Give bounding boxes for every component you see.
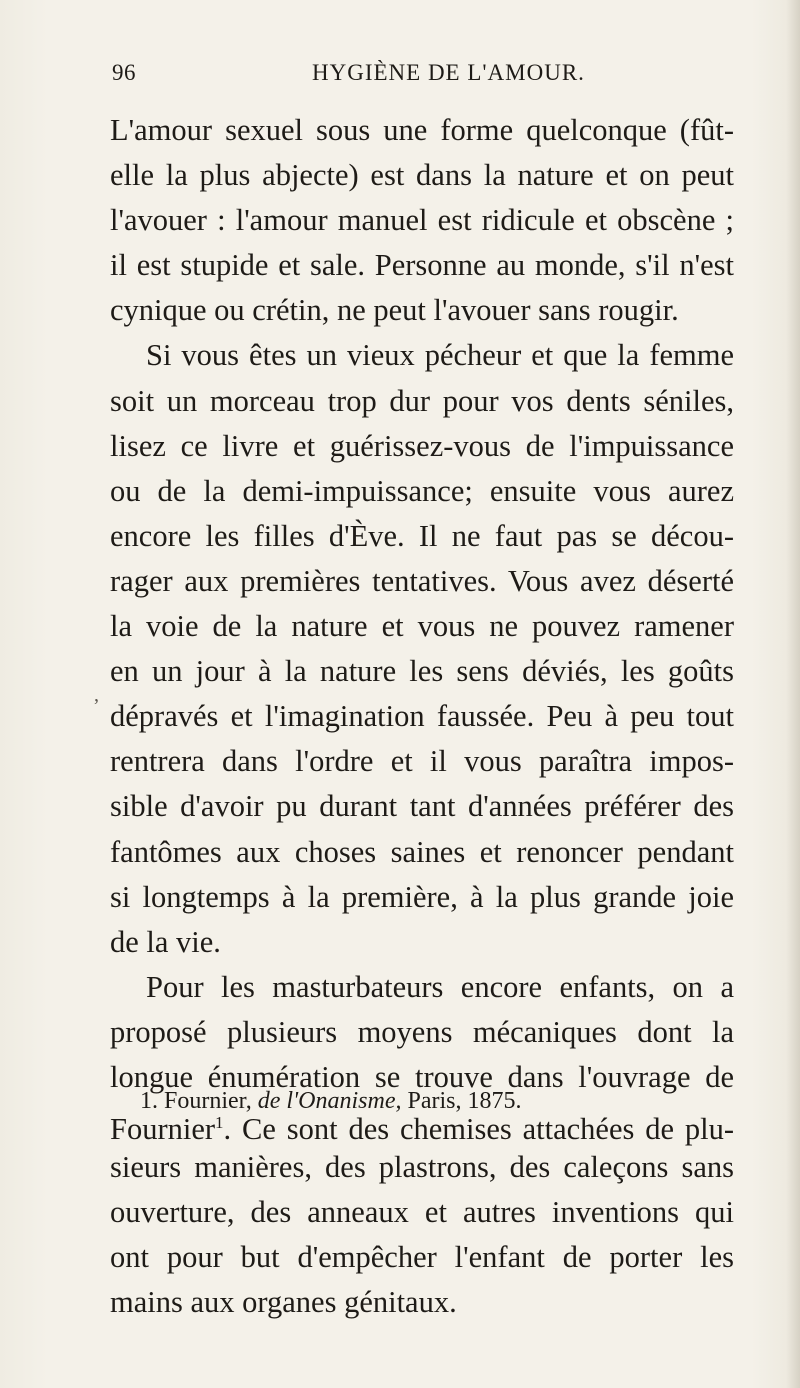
stray-mark: ,	[94, 684, 99, 706]
paragraph-start-line: Pour les masturbateurs encore enfants, on a	[146, 969, 734, 1004]
page-edge-shadow	[786, 0, 800, 1388]
text-line: rager aux premières tentatives. Vous avez déserté	[110, 563, 734, 598]
text-line: il est stupide et sale. Personne au monde, s'il n'est	[110, 248, 734, 283]
text-line: fantômes aux choses saines et renoncer pendant	[110, 834, 734, 869]
paragraph-start-line: Si vous êtes un vieux pécheur et que la femme	[146, 338, 734, 373]
text-line: mains aux organes génitaux.	[110, 1285, 457, 1320]
footnote-reference: 1	[215, 1113, 224, 1133]
text-line: encore les filles d'Ève. Il ne faut pas se décou-	[110, 518, 734, 553]
footnote-number: 1.	[140, 1088, 158, 1114]
text-line: ou de la demi-impuissance; ensuite vous aurez	[110, 473, 734, 508]
text-line: sieurs manières, des plastrons, des caleçons sans	[110, 1150, 734, 1185]
text-line: si longtemps à la première, à la plus grande joie	[110, 879, 734, 914]
page-number: 96	[112, 60, 136, 85]
text-line: elle la plus abjecte) est dans la nature et on peut	[110, 158, 734, 193]
text-line: la voie de la nature et vous ne pouvez ramener	[110, 609, 734, 644]
text-line: de la vie.	[110, 924, 221, 959]
text-line: ont pour but d'empêcher l'enfant de porter les	[110, 1240, 734, 1275]
text-line: longue énumération se trouve dans l'ouvrage de	[110, 1059, 734, 1094]
text-line: rentrera dans l'ordre et il vous paraîtra impos-	[110, 744, 734, 779]
text-fragment: . Ce sont des chemises attachées de plu-	[223, 1112, 734, 1147]
footnote-place-year: Paris, 1875.	[407, 1088, 522, 1114]
footnote-author: Fournier,	[164, 1088, 252, 1114]
text-line: ouverture, des anneaux et autres inventions qui	[110, 1195, 734, 1230]
text-line: cynique ou crétin, ne peut l'avouer sans rougir.	[110, 293, 679, 328]
text-line: en un jour à la nature les sens déviés, les goûts	[110, 654, 734, 689]
text-fragment: Fournier	[110, 1112, 216, 1147]
text-line: l'avouer : l'amour manuel est ridicule et obscène ;	[110, 203, 734, 238]
text-line: sible d'avoir pu durant tant d'années préférer des	[110, 789, 734, 824]
page-header	[112, 60, 712, 94]
footnote-title: de l'Onanisme,	[257, 1088, 402, 1114]
text-line: soit un morceau trop dur pour vos dents séniles,	[110, 383, 734, 418]
text-line: proposé plusieurs moyens mécaniques dont la	[110, 1014, 734, 1049]
text-line: L'amour sexuel sous une forme quelconque (fût-	[110, 113, 734, 147]
footnote	[140, 1086, 521, 1116]
text-line: lisez ce livre et guérissez-vous de l'impuissance	[110, 428, 734, 463]
body-text	[110, 108, 734, 1326]
text-line: dépravés et l'imagination faussée. Peu à peu tout	[110, 699, 734, 734]
running-title: HYGIÈNE DE L'AMOUR.	[312, 60, 585, 85]
